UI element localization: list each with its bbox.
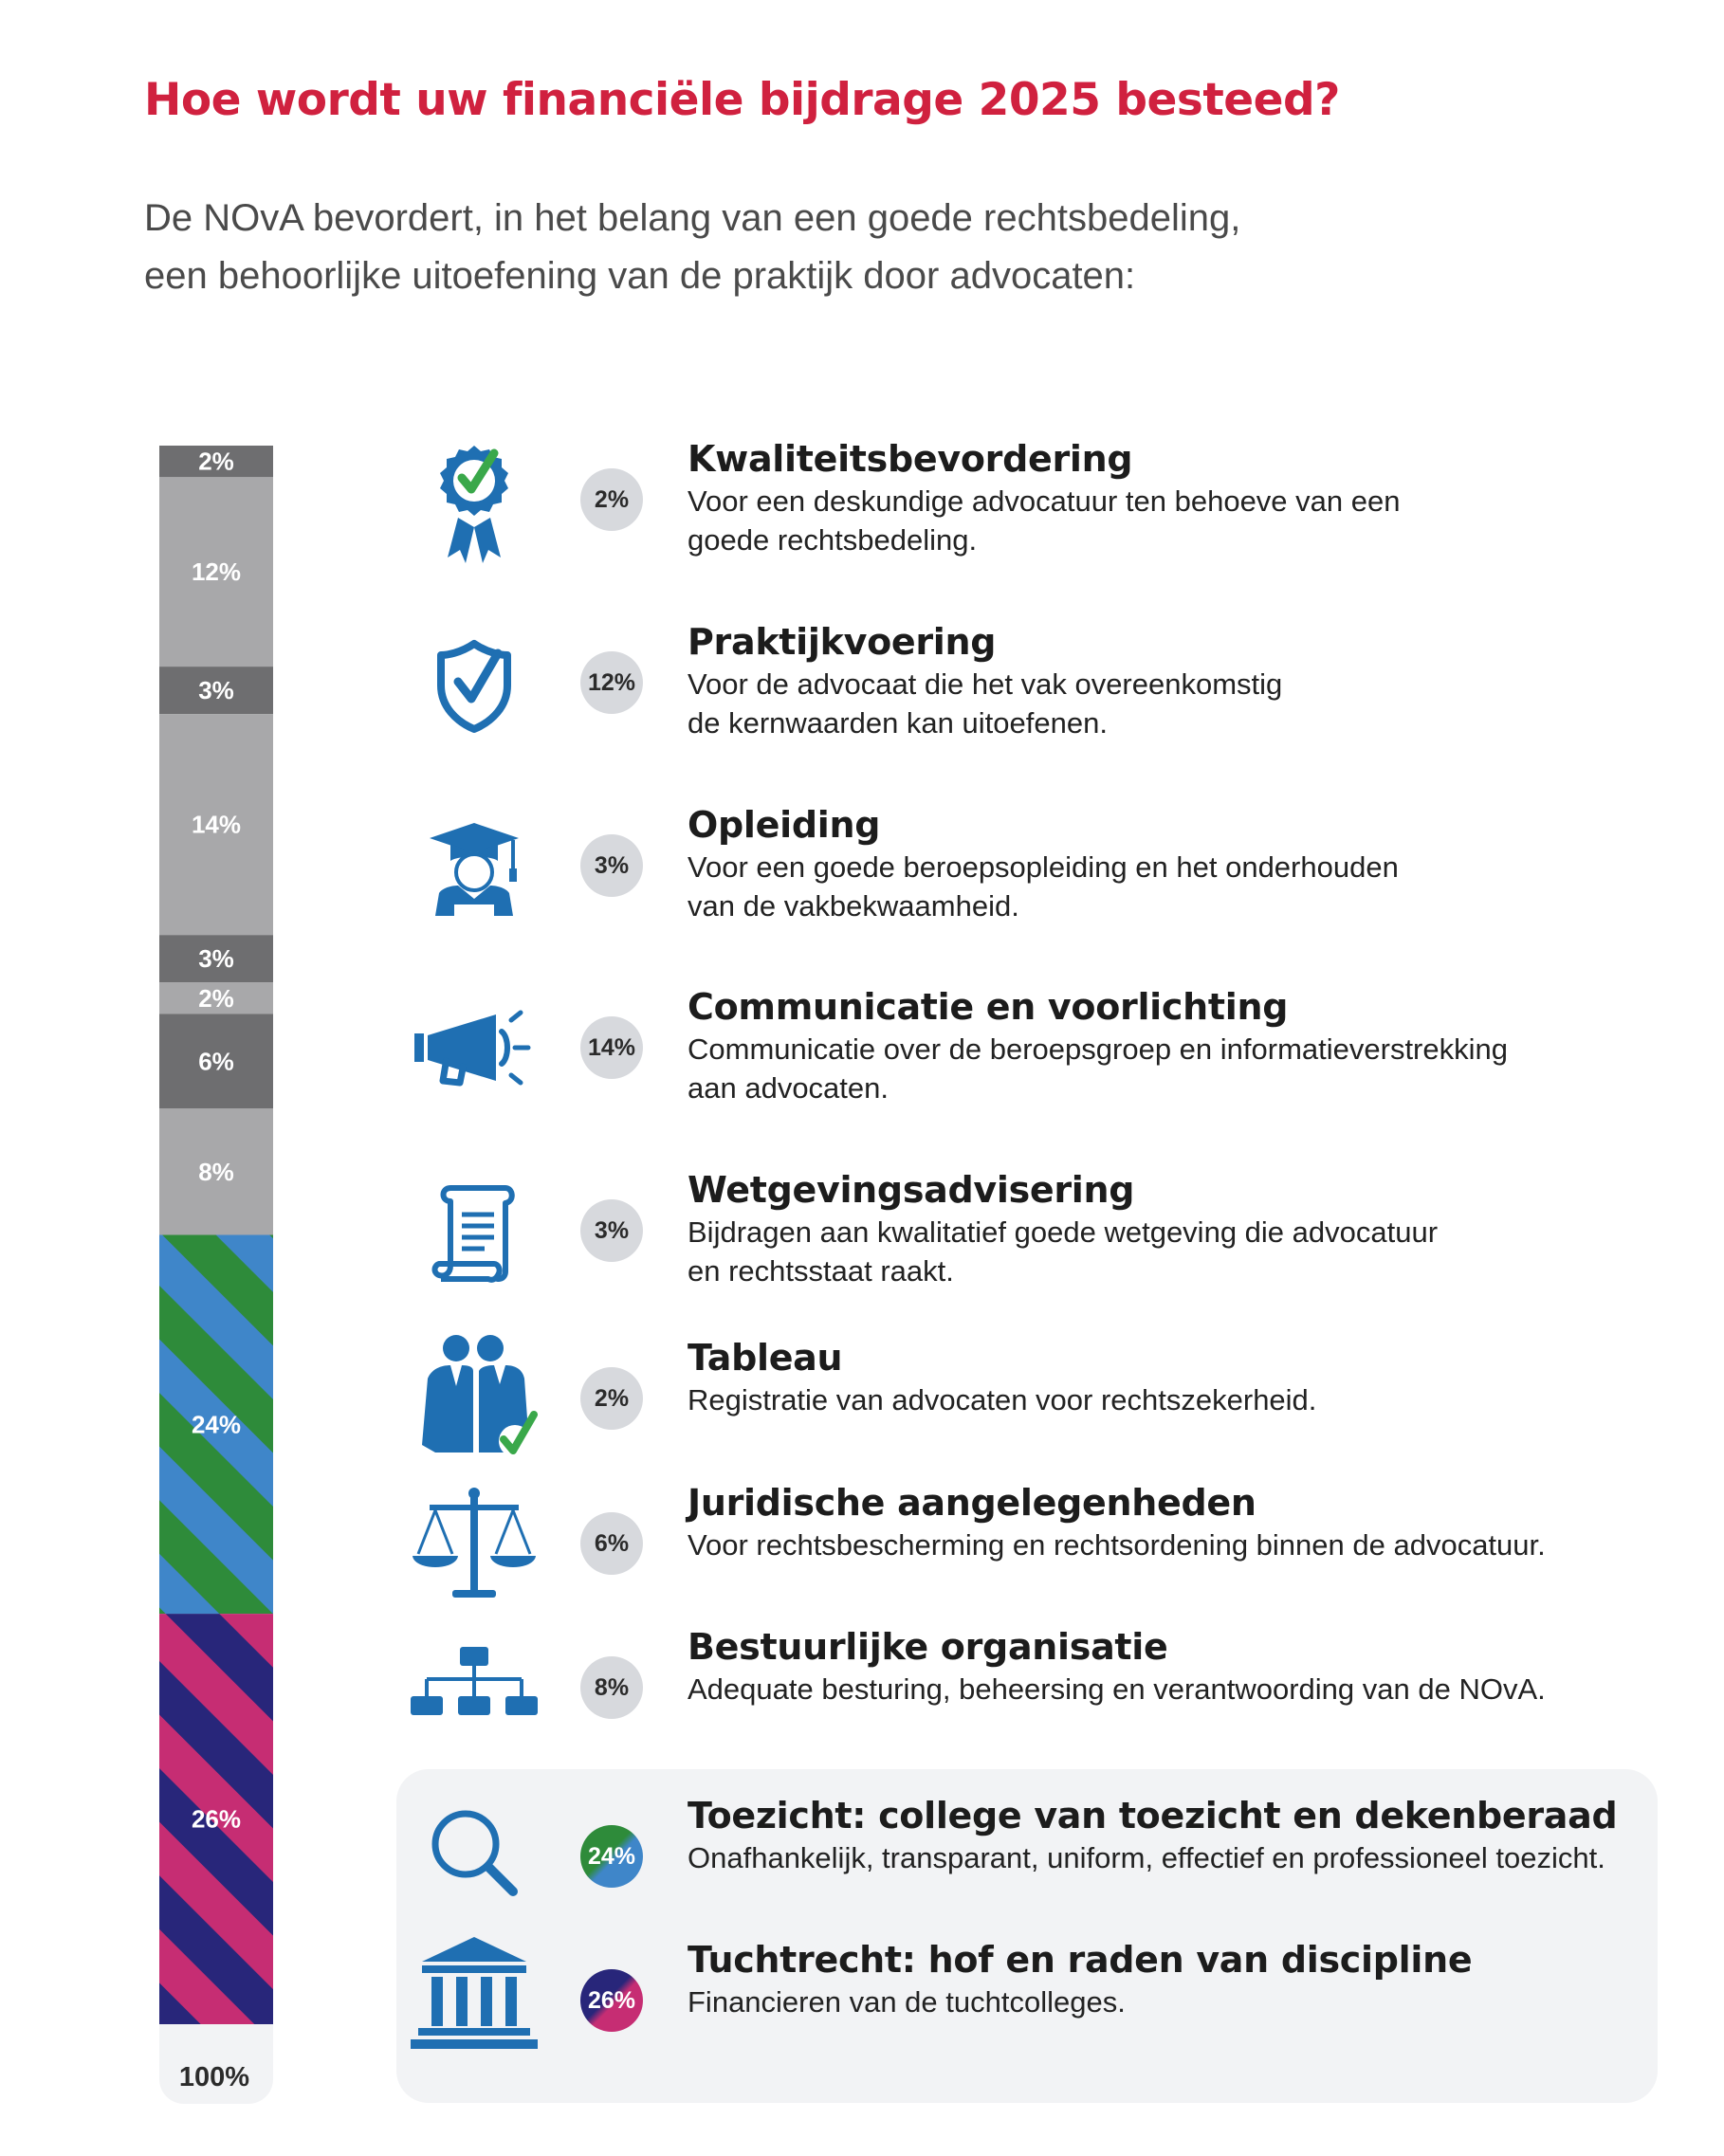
magnifier-icon xyxy=(403,1785,545,1928)
description-line: Voor de advocaat die het vak overeenkomstig xyxy=(688,667,1283,701)
description-line: de kernwaarden kan uitoefenen. xyxy=(688,706,1108,740)
list-item xyxy=(0,977,1724,1119)
megaphone-icon xyxy=(403,977,545,1119)
courthouse-icon xyxy=(403,1929,545,2072)
bar-total-label: 100% xyxy=(178,2062,250,2092)
bar-segment-label: 2% xyxy=(198,983,234,1013)
item-title: Bestuurlijke organisatie xyxy=(688,1626,1168,1668)
item-title: Opleiding xyxy=(688,804,881,846)
intro-line: een behoorlijke uitoefening van de praktijk door advocaten: xyxy=(144,255,1136,297)
item-description xyxy=(688,1213,1655,1290)
list-item xyxy=(0,429,1724,571)
percentage-badge: 12% xyxy=(580,651,643,714)
bar-segment-label: 24% xyxy=(191,1410,242,1439)
item-title: Tableau xyxy=(688,1337,843,1379)
list-item xyxy=(0,1785,1724,1928)
percentage-badge: 14% xyxy=(580,1016,643,1079)
rosette-check-icon xyxy=(403,429,545,571)
item-title: Juridische aangelegenheden xyxy=(688,1482,1256,1524)
lawyers-check-icon xyxy=(403,1327,545,1470)
percentage-badge: 3% xyxy=(580,834,643,897)
item-title: Kwaliteitsbevordering xyxy=(688,438,1133,480)
description-line: Onafhankelijk, transparant, uniform, effectief en professioneel toezicht. xyxy=(688,1841,1605,1874)
intro-line: De NOvA bevordert, in het belang van een goede rechtsbedeling, xyxy=(144,197,1241,239)
percentage-badge: 2% xyxy=(580,1367,643,1430)
description-line: Voor een deskundige advocatuur ten behoeve van een xyxy=(688,484,1401,518)
bar-segment-label: 12% xyxy=(191,557,242,587)
scales-icon xyxy=(403,1472,545,1615)
item-description xyxy=(688,1526,1655,1564)
item-title: Wetgevingsadvisering xyxy=(688,1169,1135,1211)
item-title: Praktijkvoering xyxy=(688,621,997,663)
page-title: Hoe wordt uw financiële bijdrage 2025 besteed? xyxy=(144,74,1340,126)
list-item xyxy=(0,1157,1724,1302)
description-line: en rechtsstaat raakt. xyxy=(688,1254,954,1288)
list-item xyxy=(0,1327,1724,1470)
list-item xyxy=(0,795,1724,937)
bar-segment-label: 3% xyxy=(198,676,234,705)
item-description xyxy=(688,1030,1655,1107)
item-title: Communicatie en voorlichting xyxy=(688,986,1289,1028)
description-line: van de vakbekwaamheid. xyxy=(688,889,1019,923)
item-description xyxy=(688,482,1655,559)
list-item xyxy=(0,1929,1724,2072)
description-line: Financieren van de tuchtcolleges. xyxy=(688,1985,1126,2019)
item-description xyxy=(688,1380,1655,1419)
description-line: aan advocaten. xyxy=(688,1071,890,1105)
list-item xyxy=(0,612,1724,754)
bar-segment-label: 6% xyxy=(198,1047,234,1076)
scroll-icon xyxy=(403,1160,545,1302)
bar-segment-label: 3% xyxy=(198,944,234,974)
item-description xyxy=(688,848,1655,925)
list-item xyxy=(0,1617,1724,1759)
intro-text xyxy=(144,190,1240,305)
description-line: Adequate besturing, beheersing en verantwoording van de NOvA. xyxy=(688,1672,1546,1706)
bar-segment-label: 14% xyxy=(191,810,242,839)
bar-segment-label: 2% xyxy=(198,447,234,476)
description-line: Communicatie over de beroepsgroep en informatieverstrekking xyxy=(688,1032,1508,1066)
list-item xyxy=(0,1472,1724,1615)
description-line: Registratie van advocaten voor rechtszekerheid. xyxy=(688,1383,1317,1416)
percentage-badge: 3% xyxy=(580,1199,643,1262)
item-description xyxy=(688,1670,1655,1708)
item-description xyxy=(688,1982,1655,2021)
description-line: goede rechtsbedeling. xyxy=(688,523,978,557)
item-description xyxy=(688,1838,1655,1877)
shield-check-icon xyxy=(403,612,545,754)
item-description xyxy=(688,665,1655,742)
percentage-badge: 24% xyxy=(580,1825,643,1888)
item-title: Toezicht: college van toezicht en dekenberaad xyxy=(688,1795,1618,1836)
percentage-badge: 2% xyxy=(580,468,643,531)
description-line: Voor rechtsbescherming en rechtsordening binnen de advocatuur. xyxy=(688,1528,1546,1562)
description-line: Bijdragen aan kwalitatief goede wetgeving die advocatuur xyxy=(688,1215,1439,1249)
percentage-badge: 26% xyxy=(580,1969,643,2032)
bar-segment-label: 26% xyxy=(191,1804,242,1834)
graduate-icon xyxy=(403,795,545,937)
bar-segment-label: 8% xyxy=(198,1157,234,1186)
description-line: Voor een goede beroepsopleiding en het onderhouden xyxy=(688,850,1399,884)
percentage-badge: 6% xyxy=(580,1512,643,1575)
item-title: Tuchtrecht: hof en raden van discipline xyxy=(688,1939,1473,1981)
org-chart-icon xyxy=(403,1617,545,1759)
percentage-badge: 8% xyxy=(580,1656,643,1719)
